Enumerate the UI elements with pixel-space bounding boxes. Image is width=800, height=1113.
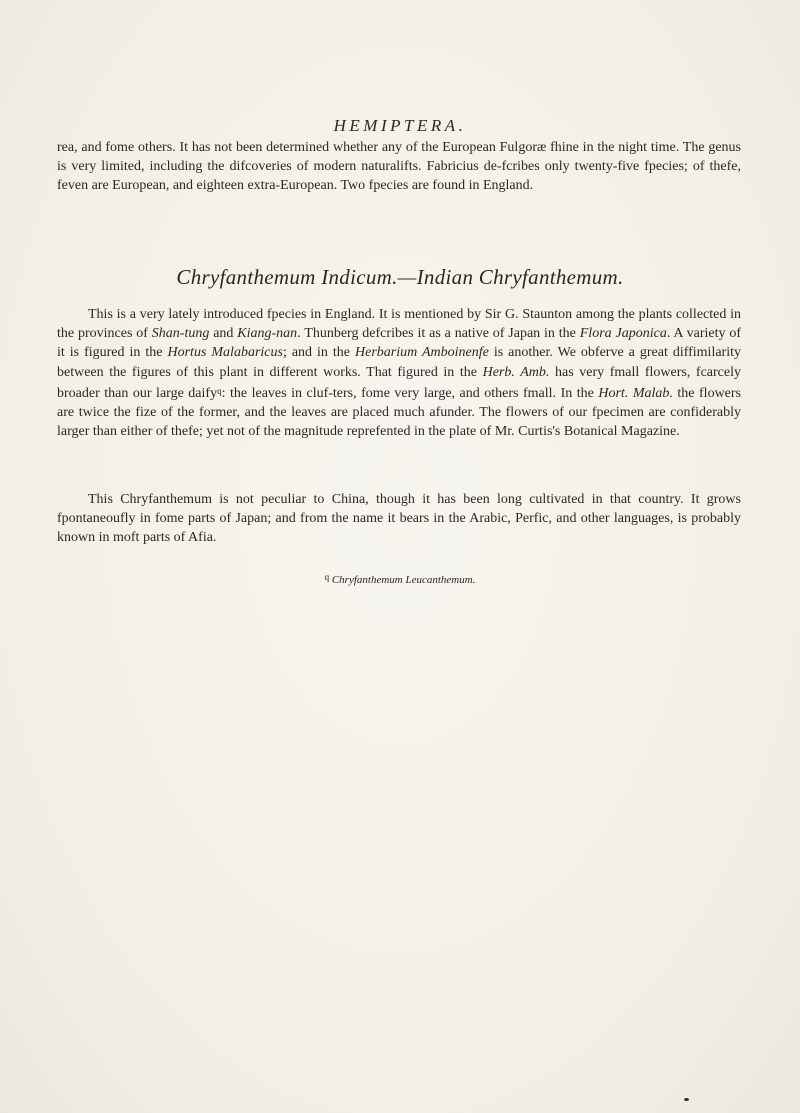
footnote-mark: q <box>324 572 330 582</box>
paragraph-3-segment: This Chryfanthemum is not peculiar to China, though it has been long cultivated in that country. It grows fpontaneoufly in fome parts of Japan; and from the name it bears in the Arabic, Perfic, and other languages, is probably known in moft parts of Afia. <box>57 492 741 546</box>
section-title: Chryfanthemum Indicum.—Indian Chryfanthemum. <box>176 265 624 289</box>
paragraph-1-segment: rea, and fome others. It has not been determined whether any of the European Fulgoræ fhine in the night time. The genus is very limited, including the difcoveries of modern naturalifts. Fabricius de-fcribes only twenty-five fpecies; of thefe, feven are European, and eighteen extra-European. Two fpecies are found in England. <box>57 140 741 194</box>
paragraph-2-segment: the flowers are twice the fize of the former, and the leaves are placed much afunder. The flowers of our fpecimen are confiderably larger than either of thefe; yet not of the magnitude reprefented in the plate of Mr. Curtis's Botanical Magazine. <box>57 385 742 440</box>
paragraph-2-segment: and <box>209 326 238 342</box>
paragraph-2-segment: Hort. Malab. <box>598 385 673 401</box>
paragraph-3 <box>57 490 741 548</box>
paragraph-2-segment: . A variety of it is figured in the <box>57 326 742 361</box>
paragraph-2 <box>57 305 741 441</box>
paragraph-2-segment: has very fmall flowers, fcarcely broader than our large daify <box>57 364 741 401</box>
footnote-text: Chryfanthemum Leucanthemum. <box>331 574 476 586</box>
paragraph-2-segment: This is a very lately introduced fpecies in England. It is mentioned by Sir G. Staunton among the plants collected in the provinces of <box>57 307 741 342</box>
footnote <box>0 572 800 586</box>
paragraph-2-segment: Flora Japonica <box>579 326 667 342</box>
running-head: HEMIPTERA. <box>333 116 467 135</box>
paragraph-2-segment: Herb. Amb. <box>482 364 550 380</box>
paragraph-2-segment: : the leaves in cluf-ters, fome very large, and others fmall. In the <box>221 385 599 401</box>
paragraph-2-segment: is another. We obferve a great diffimilarity between the figures of this plant in different works. That figured in the <box>57 345 741 380</box>
paragraph-1 <box>57 138 741 196</box>
paragraph-2-segment: Hortus Malabaricus <box>167 345 283 361</box>
paragraph-2-segment: Shan-tung <box>151 326 210 342</box>
ink-speck <box>684 1098 689 1101</box>
paragraph-2-segment: . Thunberg defcribes it as a native of Japan in the <box>297 326 580 342</box>
paragraph-2-segment: q <box>217 385 222 396</box>
paragraph-2-segment: Kiang-nan <box>237 326 298 342</box>
paragraph-2-segment: Herbarium Amboinenfe <box>355 345 489 361</box>
paragraph-2-segment: ; and in the <box>282 345 356 361</box>
